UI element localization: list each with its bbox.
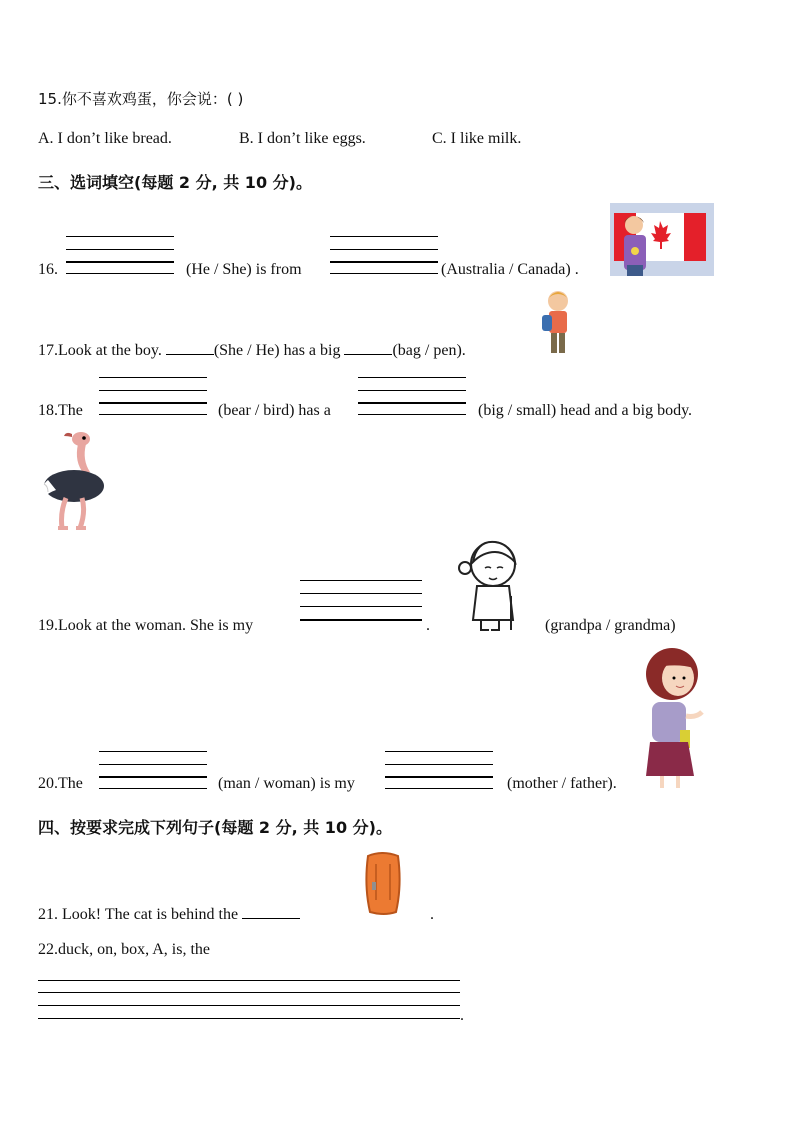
section-3-title: 三、选词填空(每题 2 分, 共 10 分)。 xyxy=(38,173,312,192)
q20-blank-1[interactable] xyxy=(99,751,207,791)
q20-blank-2[interactable] xyxy=(385,751,493,791)
q18-end-text: (big / small) head and a big body. xyxy=(478,402,693,419)
section-4-title: 四、按要求完成下列句子(每题 2 分, 共 10 分)。 xyxy=(38,818,392,837)
q17-part-a: 17.Look at the boy. xyxy=(38,342,162,359)
q19-period: . xyxy=(426,617,430,634)
grandma-image xyxy=(455,538,525,632)
q16-middle-text: (He / She) is from xyxy=(186,261,302,278)
q21-blank[interactable] xyxy=(242,918,300,919)
q17-text xyxy=(38,342,466,360)
canada-flag-boy-image xyxy=(610,203,714,276)
q21-part-a: 21. Look! The cat is behind the xyxy=(38,906,239,923)
q19-text: 19.Look at the woman. She is my xyxy=(38,617,254,634)
door-image xyxy=(362,852,404,916)
ostrich-image xyxy=(38,430,108,532)
q18-middle-text: (bear / bird) has a xyxy=(218,402,331,419)
q18-blank-1[interactable] xyxy=(99,377,207,417)
q16-number: 16. xyxy=(38,261,58,278)
q20-end-text: (mother / father). xyxy=(507,775,617,792)
q17-part-c: (bag / pen). xyxy=(392,342,466,359)
q20-number: 20.The xyxy=(38,775,83,792)
q20-middle-text: (man / woman) is my xyxy=(218,775,355,792)
q16-blank-2[interactable] xyxy=(330,236,438,276)
q17-blank-1[interactable] xyxy=(166,354,214,355)
q15-option-c[interactable]: C. I like milk. xyxy=(432,130,522,147)
q15-option-a[interactable]: A. I don’t like bread. xyxy=(38,130,172,147)
q16-end-text: (Australia / Canada) . xyxy=(441,261,579,278)
mother-image xyxy=(640,646,704,792)
q22-words: 22.duck, on, box, A, is, the xyxy=(38,941,210,958)
q17-part-b: (She / He) has a big xyxy=(213,342,341,359)
q21-text xyxy=(38,906,300,924)
boy-with-bag-image xyxy=(540,287,574,357)
q22-answer-lines[interactable] xyxy=(38,980,460,1020)
q19-choices: (grandpa / grandma) xyxy=(545,617,676,634)
q18-number: 18.The xyxy=(38,402,83,419)
q21-period: . xyxy=(430,906,434,923)
q17-blank-2[interactable] xyxy=(344,354,392,355)
q22-period: . xyxy=(460,1007,464,1024)
q16-blank-1[interactable] xyxy=(66,236,174,276)
q15-option-b[interactable]: B. I don’t like eggs. xyxy=(239,130,366,147)
q19-blank[interactable] xyxy=(300,580,422,622)
q15-question: 15.你不喜欢鸡蛋，你会说：( ) xyxy=(38,90,244,108)
q18-blank-2[interactable] xyxy=(358,377,466,417)
